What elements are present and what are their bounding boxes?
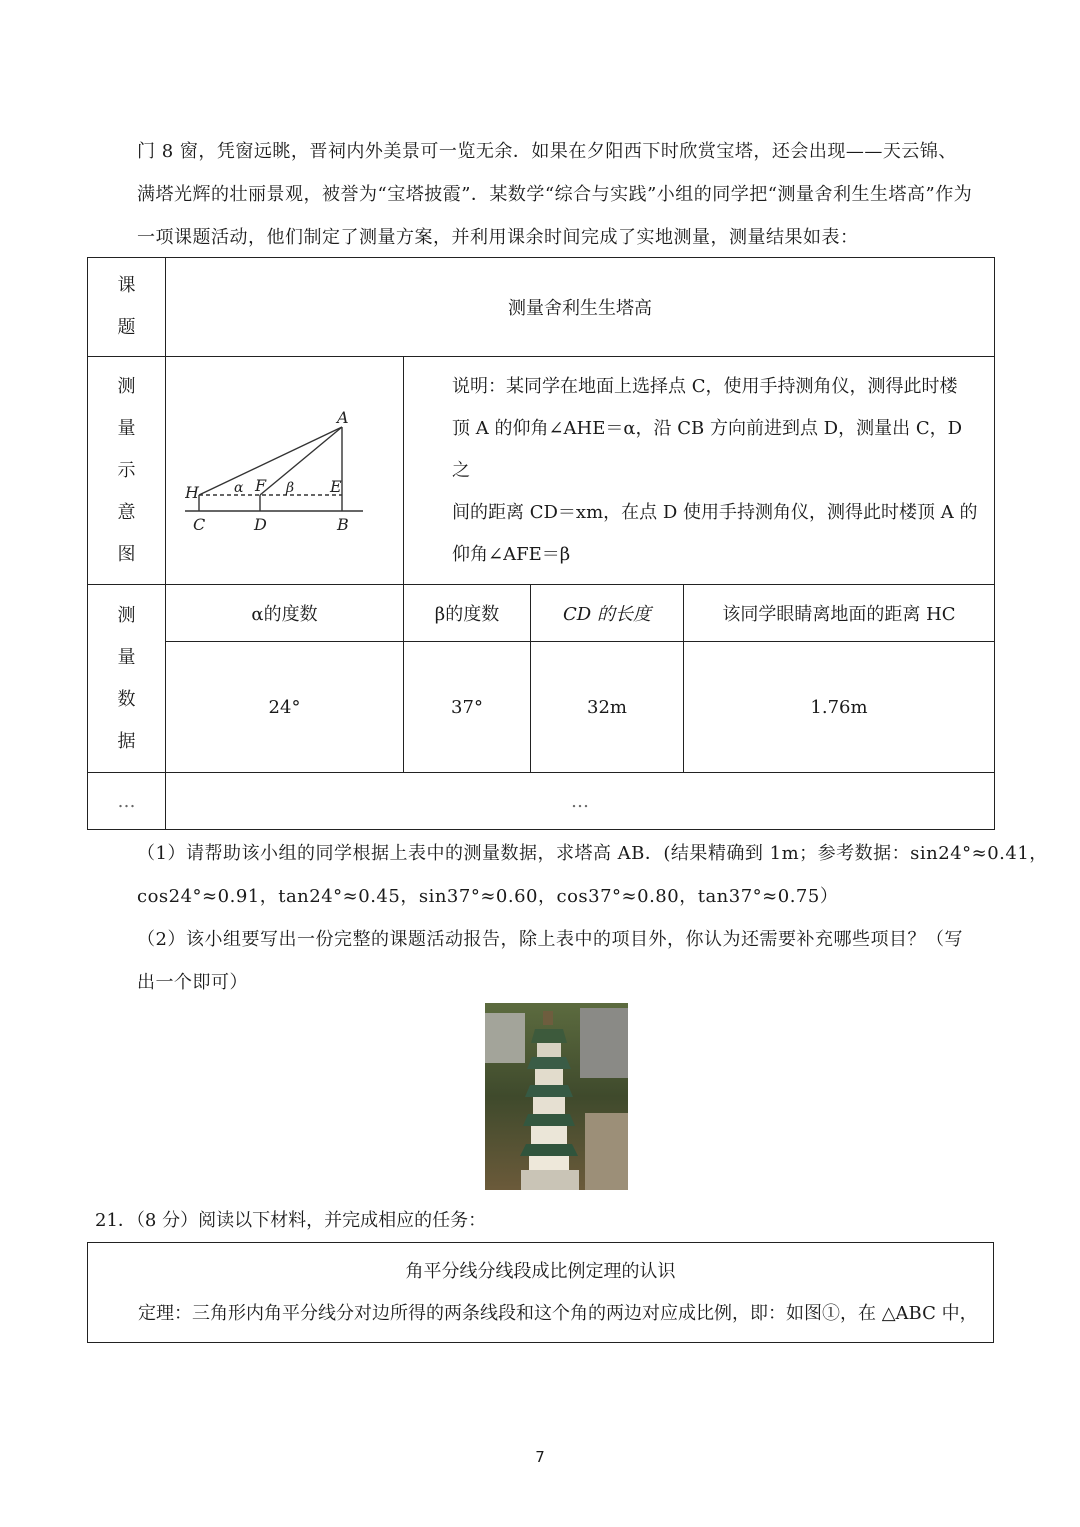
- question-1-line: cos24°≈0.91，tan24°≈0.45，sin37°≈0.60，cos37°≈0.80，tan37°≈0.75）: [137, 886, 839, 907]
- header-hc: 该同学眼睛离地面的距离 HC: [684, 585, 995, 642]
- data-label: 测 量 数 据: [88, 585, 166, 773]
- topic-label: 课 题: [88, 258, 166, 357]
- header-alpha: α的度数: [166, 585, 404, 642]
- diagram-label: 测 量 示 意 图: [88, 357, 166, 585]
- label-h: H: [184, 482, 199, 502]
- description-cell: [404, 357, 995, 585]
- value-cd: 32m: [531, 642, 684, 773]
- description-line: 仰角∠AFE＝β: [452, 543, 571, 565]
- question-2-line: （2）该小组要写出一份完整的课题活动报告，除上表中的项目外，你认为还需要补充哪些项目？（写: [137, 929, 963, 950]
- triangle-diagram: [185, 406, 385, 536]
- label-beta: β: [285, 479, 294, 496]
- label-f: F: [254, 475, 266, 495]
- material-title: 角平分线分线段成比例定理的认识: [405, 1261, 676, 1282]
- question-2-line: 出一个即可）: [137, 972, 248, 993]
- topic-cell: 测量舍利生生塔高: [166, 258, 995, 357]
- question-21-heading: 21．（8 分）阅读以下材料，并完成相应的任务：: [95, 1210, 487, 1231]
- page-number: 7: [535, 1448, 545, 1466]
- value-beta: 37°: [404, 642, 531, 773]
- diagram-cell: [166, 357, 404, 585]
- label-alpha: α: [233, 479, 243, 496]
- intro-line: 门 8 窗，凭窗远眺，晋祠内外美景可一览无余．如果在夕阳西下时欣赏宝塔，还会出现——天云锦、: [137, 141, 957, 162]
- intro-line: 满塔光辉的壮丽景观，被誉为“宝塔披霞”．某数学“综合与实践”小组的同学把“测量舍利生生塔高”作为: [137, 184, 973, 205]
- label-c: C: [192, 514, 205, 534]
- header-beta: β的度数: [404, 585, 531, 642]
- description-line: 顶 A 的仰角∠AHE＝α，沿 CB 方向前进到点 D，测量出 C，D 之: [452, 417, 963, 481]
- ellipsis-left: …: [88, 773, 166, 830]
- ellipsis-right: …: [166, 773, 995, 830]
- label-a: A: [336, 407, 349, 427]
- intro-line: 一项课题活动，他们制定了测量方案，并利用课余时间完成了实地测量，测量结果如表：: [137, 227, 859, 248]
- sight-line-h: [199, 427, 342, 495]
- label-d: D: [253, 514, 267, 534]
- intro-paragraph: [137, 130, 987, 259]
- label-e: E: [329, 476, 342, 496]
- question-1: [137, 832, 1048, 918]
- measurement-table: [87, 257, 995, 830]
- question-2: [137, 918, 987, 1004]
- question-1-line: （1）请帮助该小组的同学根据上表中的测量数据，求塔高 AB．(结果精确到 1m；参考数据：sin24°≈0.41，: [137, 843, 1048, 864]
- material-body: 定理：三角形内角平分线分对边所得的两条线段和这个角的两边对应成比例，即：如图①，在 △ABC 中，: [138, 1303, 978, 1324]
- material-box: [87, 1242, 994, 1343]
- description-line: 间的距离 CD＝xm，在点 D 使用手持测角仪，测得此时楼顶 A 的: [452, 501, 978, 523]
- value-alpha: 24°: [166, 642, 404, 773]
- label-b: B: [336, 514, 349, 534]
- header-cd: CD 的长度: [531, 585, 684, 642]
- description-line: 说明：某同学在地面上选择点 C，使用手持测角仪，测得此时楼: [452, 375, 958, 397]
- value-hc: 1.76m: [684, 642, 995, 773]
- pagoda-photo: [485, 1003, 628, 1190]
